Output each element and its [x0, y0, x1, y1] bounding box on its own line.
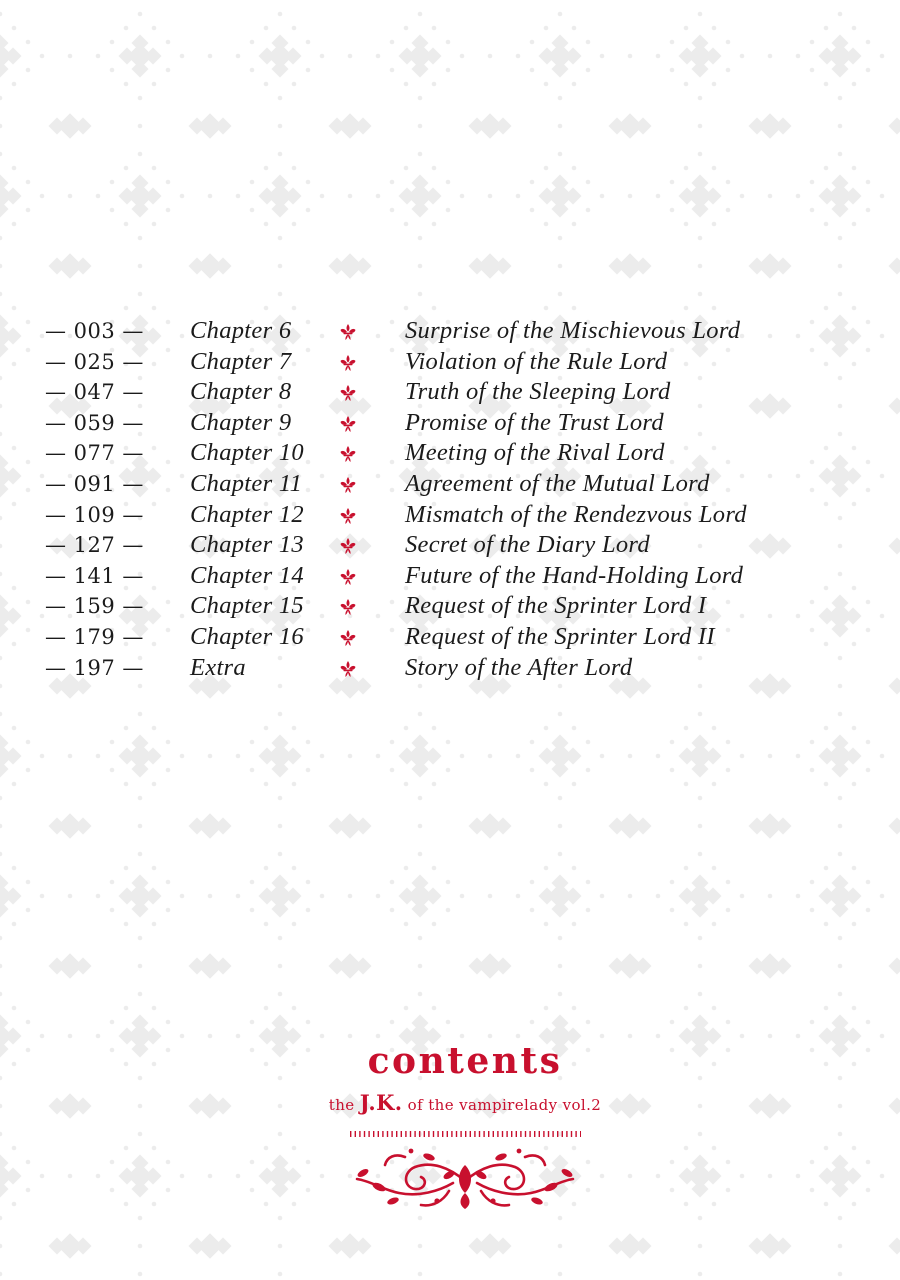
ruler-tick [373, 1131, 374, 1137]
fleur-de-lis-icon [339, 598, 357, 616]
ruler-tick [497, 1131, 498, 1137]
ruler-tick [516, 1131, 517, 1137]
contents-heading: contents [367, 1040, 563, 1082]
chapter-label: Chapter 11 [190, 469, 303, 497]
ruler-tick [396, 1131, 397, 1137]
toc-row[interactable] [0, 500, 900, 531]
ruler-tick [552, 1131, 553, 1137]
fleur-de-lis-icon [339, 568, 357, 586]
chapter-title: Meeting of the Rival Lord [405, 439, 665, 467]
ruler-tick [520, 1131, 521, 1137]
ruler-tick [557, 1131, 558, 1137]
ruler-tick [419, 1131, 420, 1137]
page-number: — 077 — [45, 441, 144, 466]
ruler-tick [451, 1131, 452, 1137]
chapter-label: Chapter 16 [190, 622, 304, 650]
fleur-de-lis-icon [339, 384, 357, 402]
ruler-tick [539, 1131, 540, 1137]
tick-ruler-divider [349, 1131, 581, 1137]
book-subtitle [250, 1090, 680, 1115]
chapter-title: Story of the After Lord [405, 653, 633, 681]
ruler-tick [493, 1131, 494, 1137]
chapter-title: Agreement of the Mutual Lord [405, 469, 710, 497]
ruler-tick [525, 1131, 526, 1137]
toc-row[interactable] [0, 469, 900, 500]
toc-row[interactable] [0, 653, 900, 684]
ruler-tick [548, 1131, 549, 1137]
subtitle-suffix: of the vampirelady vol.2 [407, 1096, 602, 1114]
subtitle-emphasis: J.K. [359, 1090, 403, 1115]
ruler-tick [483, 1131, 484, 1137]
toc-row[interactable] [0, 408, 900, 439]
toc-row[interactable] [0, 591, 900, 622]
chapter-title: Violation of the Rule Lord [405, 347, 668, 375]
ruler-tick [442, 1131, 443, 1137]
ruler-tick [474, 1131, 475, 1137]
fleur-de-lis-icon [339, 629, 357, 647]
chapter-label: Chapter 13 [190, 531, 304, 559]
page-number: — 025 — [45, 349, 144, 374]
ruler-tick [479, 1131, 480, 1137]
ruler-tick [428, 1131, 429, 1137]
toc-row[interactable] [0, 561, 900, 592]
fleur-de-lis-icon [339, 415, 357, 433]
fleur-de-lis-icon [339, 507, 357, 525]
ruler-tick [502, 1131, 503, 1137]
chapter-label: Chapter 12 [190, 500, 304, 528]
chapter-label: Chapter 9 [190, 408, 292, 436]
page-number: — 091 — [45, 471, 144, 496]
chapter-title: Request of the Sprinter Lord I [405, 592, 707, 620]
fleur-de-lis-icon [339, 476, 357, 494]
ruler-tick [562, 1131, 563, 1137]
toc-row[interactable] [0, 347, 900, 378]
chapter-title: Mismatch of the Rendezvous Lord [405, 500, 747, 528]
ruler-tick [575, 1131, 576, 1137]
page-number: — 047 — [45, 380, 144, 405]
ruler-tick [543, 1131, 544, 1137]
toc-row[interactable] [0, 438, 900, 469]
page-number: — 197 — [45, 655, 144, 680]
chapter-label: Chapter 8 [190, 378, 292, 406]
ruler-tick [424, 1131, 425, 1137]
ruler-tick [355, 1131, 356, 1137]
ruler-tick [401, 1131, 402, 1137]
ruler-tick [405, 1131, 406, 1137]
chapter-label: Chapter 14 [190, 561, 304, 589]
fleur-de-lis-icon [339, 445, 357, 463]
ruler-tick [511, 1131, 512, 1137]
chapter-label: Chapter 15 [190, 592, 304, 620]
fleur-de-lis-icon [339, 537, 357, 555]
ruler-tick [456, 1131, 457, 1137]
ruler-tick [460, 1131, 461, 1137]
toc-row[interactable] [0, 530, 900, 561]
toc-row[interactable] [0, 622, 900, 653]
ruler-tick [410, 1131, 411, 1137]
ruler-tick [387, 1131, 388, 1137]
ruler-tick [566, 1131, 567, 1137]
fleur-de-lis-icon [339, 323, 357, 341]
ruler-tick [437, 1131, 438, 1137]
ruler-tick [350, 1131, 351, 1137]
ruler-tick [534, 1131, 535, 1137]
ruler-tick [368, 1131, 369, 1137]
toc-row[interactable] [0, 377, 900, 408]
fleur-de-lis-icon [339, 660, 357, 678]
page-number: — 059 — [45, 410, 144, 435]
contents-footer [250, 1036, 680, 1213]
page-number: — 127 — [45, 533, 144, 558]
ruler-tick [364, 1131, 365, 1137]
ruler-tick [465, 1131, 466, 1137]
ruler-tick [470, 1131, 471, 1137]
ruler-tick [433, 1131, 434, 1137]
ruler-tick [382, 1131, 383, 1137]
page-number: — 003 — [45, 319, 144, 343]
page-number: — 179 — [45, 624, 144, 649]
page-number: — 159 — [45, 594, 144, 619]
chapter-label: Chapter 10 [190, 439, 304, 467]
ruler-tick [447, 1131, 448, 1137]
chapter-title: Request of the Sprinter Lord II [405, 622, 715, 650]
ruler-tick [571, 1131, 572, 1137]
subtitle-prefix: the [328, 1096, 355, 1114]
ruler-tick [378, 1131, 379, 1137]
ruler-tick [414, 1131, 415, 1137]
ruler-tick [488, 1131, 489, 1137]
ruler-tick [359, 1131, 360, 1137]
floral-scroll-ornament [349, 1143, 581, 1213]
toc-row[interactable] [0, 316, 900, 347]
chapter-title: Surprise of the Mischievous Lord [405, 317, 741, 344]
fleur-de-lis-icon [339, 354, 357, 372]
page-number: — 109 — [45, 502, 144, 527]
table-of-contents [0, 316, 900, 683]
ruler-tick [580, 1131, 581, 1137]
chapter-title: Secret of the Diary Lord [405, 531, 650, 559]
chapter-title: Promise of the Trust Lord [405, 408, 664, 436]
chapter-label: Chapter 7 [190, 347, 292, 375]
chapter-title: Future of the Hand-Holding Lord [405, 561, 744, 589]
ruler-tick [529, 1131, 530, 1137]
ruler-tick [391, 1131, 392, 1137]
chapter-label: Chapter 6 [190, 317, 292, 344]
chapter-label: Extra [190, 653, 246, 681]
page-number: — 141 — [45, 563, 144, 588]
chapter-title: Truth of the Sleeping Lord [405, 378, 671, 406]
ruler-tick [506, 1131, 507, 1137]
